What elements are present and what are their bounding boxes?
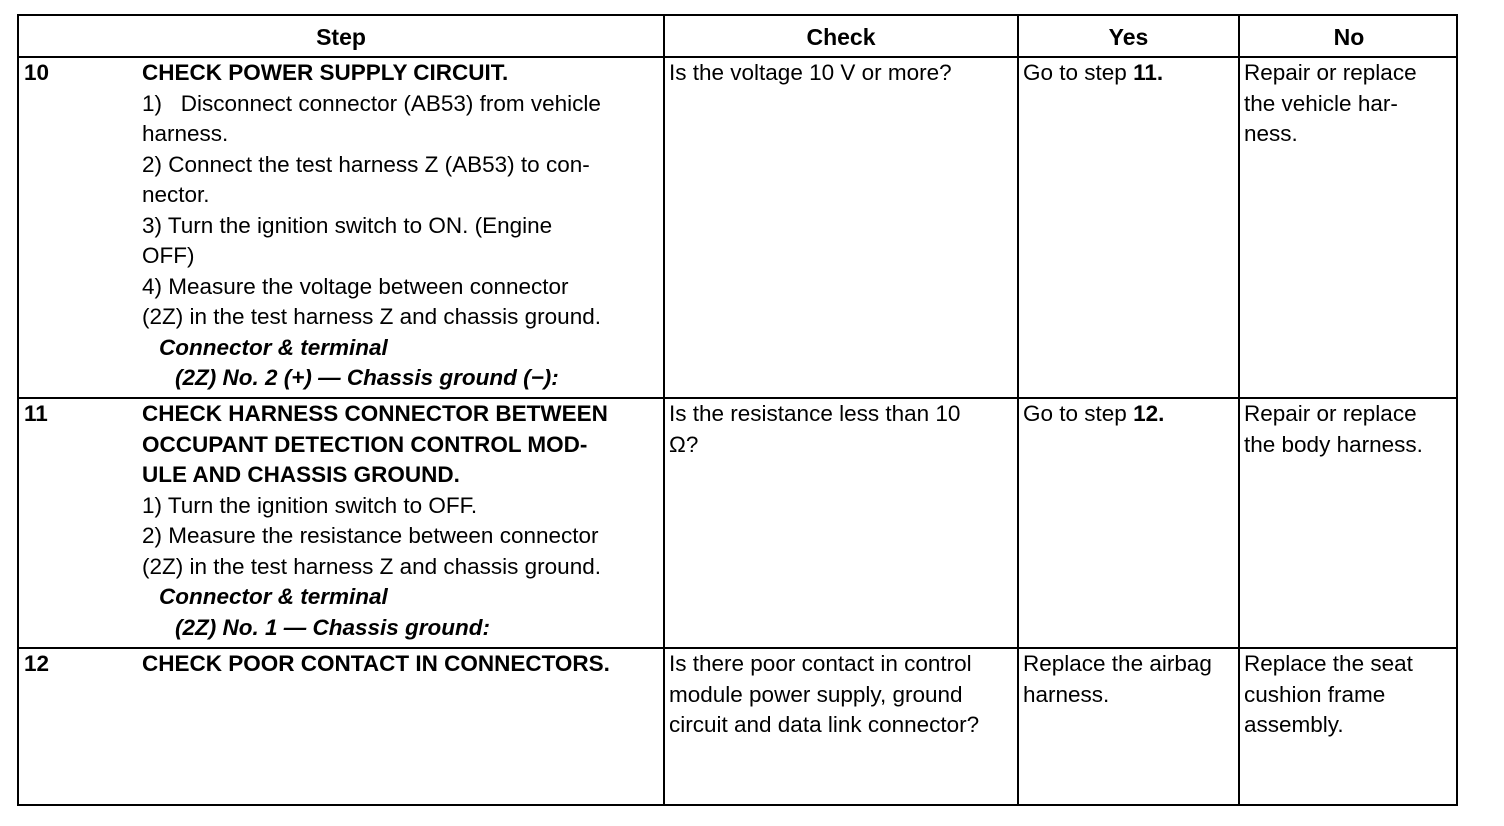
yes-text (1023, 649, 1212, 710)
no-line: ness. (1244, 121, 1298, 146)
header-step: Step (316, 23, 366, 50)
procedure-line: 1) Disconnect connector (AB53) from vehicle (142, 90, 601, 116)
no-text (1244, 399, 1423, 460)
yes-text (1023, 399, 1164, 430)
step-procedure (142, 58, 601, 394)
check-line: circuit and data link connector? (669, 712, 980, 737)
column-divider (663, 16, 665, 804)
procedure-line: 4) Measure the voltage between connector (142, 273, 569, 299)
yes-prefix: Go to step (1023, 401, 1134, 426)
no-line: Repair or replace (1244, 401, 1417, 426)
procedure-line: 3) Turn the ignition switch to ON. (Engine (142, 212, 553, 238)
procedure-line: nector. (142, 182, 210, 207)
no-line: the body harness. (1244, 431, 1423, 457)
no-line: the vehicle har- (1244, 90, 1398, 116)
step-title: ULE AND CHASSIS GROUND. (142, 462, 460, 487)
step-number: 11 (24, 401, 48, 426)
step-procedure (142, 399, 608, 643)
no-text (1244, 649, 1413, 741)
check-line: Ω? (669, 431, 699, 457)
header-check: Check (806, 23, 876, 50)
step-procedure (142, 649, 610, 680)
procedure-line: 1) Turn the ignition switch to OFF. (142, 492, 478, 518)
no-line: Replace the seat (1244, 651, 1413, 676)
procedure-line: OFF) (142, 243, 195, 268)
yes-step-ref: 12. (1133, 401, 1165, 426)
step-title: CHECK POOR CONTACT IN CONNECTORS. (142, 651, 610, 676)
procedure-line: harness. (142, 121, 229, 146)
check-line: Is the resistance less than 10 (669, 401, 961, 426)
step-title: CHECK POWER SUPPLY CIRCUIT. (142, 60, 509, 85)
check-text (669, 649, 979, 741)
yes-prefix: Go to step (1023, 60, 1134, 85)
column-divider (1017, 16, 1019, 804)
step-number: 12 (24, 651, 50, 676)
diagnostic-table (17, 14, 1458, 806)
yes-line: harness. (1023, 681, 1110, 707)
procedure-line: 2) Connect the test harness Z (AB53) to con- (142, 151, 590, 177)
spec-label: Connector & terminal (159, 334, 388, 360)
yes-line: Replace the airbag (1023, 651, 1212, 676)
check-line: Is there poor contact in control (669, 651, 972, 676)
procedure-line: (2Z) in the test harness Z and chassis ground. (142, 553, 601, 579)
procedure-line: (2Z) in the test harness Z and chassis ground. (142, 304, 601, 329)
step-title: OCCUPANT DETECTION CONTROL MOD- (142, 431, 588, 457)
check-text (669, 399, 960, 460)
procedure-line: 2) Measure the resistance between connector (142, 523, 599, 548)
yes-text (1023, 58, 1163, 89)
check-line: Is the voltage 10 V or more? (669, 60, 952, 85)
spec-value: (2Z) No. 1 — Chassis ground: (175, 614, 491, 640)
spec-label: Connector & terminal (159, 584, 388, 609)
check-line: module power supply, ground (669, 681, 963, 707)
spec-value: (2Z) No. 2 (+) — Chassis ground (−): (175, 365, 559, 390)
yes-step-ref: 11. (1133, 60, 1164, 85)
no-text (1244, 58, 1417, 150)
step-title: CHECK HARNESS CONNECTOR BETWEEN (142, 401, 608, 426)
no-line: Repair or replace (1244, 60, 1417, 85)
header-yes: Yes (1108, 23, 1149, 50)
no-line: cushion frame (1244, 681, 1386, 707)
header-no: No (1333, 23, 1365, 50)
step-number: 10 (24, 60, 50, 85)
no-line: assembly. (1244, 712, 1344, 737)
column-divider (1238, 16, 1240, 804)
check-text (669, 58, 952, 89)
